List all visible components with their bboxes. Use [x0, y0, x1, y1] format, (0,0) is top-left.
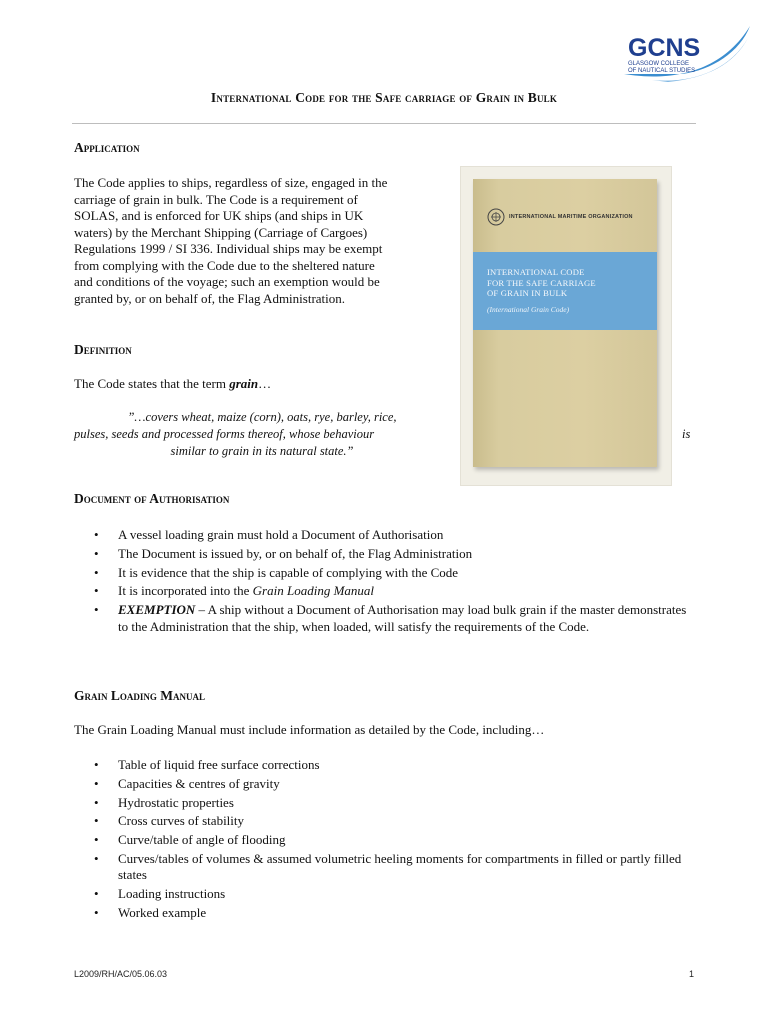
list-item: [92, 813, 692, 830]
list-item-text: Capacities & centres of gravity: [118, 775, 280, 791]
list-item: [92, 795, 692, 812]
application-line: granted by, or on behalf of, the Flag Administration.: [74, 290, 346, 306]
list-item: [92, 776, 692, 793]
definition-quote-line1: ”…covers wheat, maize (corn), oats, rye, barley, rice,: [127, 410, 397, 424]
list-item-text: Worked example: [118, 905, 207, 921]
list-item: [92, 583, 692, 600]
book-title-line: INTERNATIONAL CODE: [487, 267, 585, 277]
logo-wordmark: GCNS: [628, 34, 701, 62]
list-item-text: It is incorporated into the: [118, 583, 253, 599]
list-item: [92, 886, 692, 903]
logo-line2: OF NAUTICAL STUDIES: [628, 68, 696, 74]
definition-quote-line2: pulses, seeds and processed forms thereof, whose behaviour: [74, 427, 375, 441]
bullet-icon: •: [94, 832, 99, 848]
book-title-line: OF GRAIN IN BULK: [487, 288, 568, 298]
list-item: [92, 527, 692, 544]
application-line: Regulations 1999 / SI 336. Individual ships may be exempt: [74, 241, 383, 256]
definition-intro: [74, 376, 271, 393]
exemption-text: – A ship without a Document of Authorisation may load bulk grain if the master demonstrates to the Administration that the ship, when loaded, will satisfy the requirements of the Code.: [118, 602, 687, 634]
heading-definition: Definition: [74, 342, 132, 357]
definition-quote-is: is: [682, 427, 691, 441]
list-item: [92, 905, 692, 922]
grain-code-book-image: [460, 166, 672, 486]
application-line: carriage of grain in bulk. The Code is a requirement of: [74, 191, 358, 207]
authorisation-list: [92, 527, 692, 637]
list-item: [92, 757, 692, 774]
bullet-icon: •: [94, 813, 99, 829]
gcns-logo: [612, 22, 752, 86]
title-divider: [72, 123, 696, 124]
footer-page-number: 1: [689, 969, 695, 979]
book-title-line: FOR THE SAFE CARRIAGE: [487, 277, 596, 288]
bullet-icon: •: [94, 905, 99, 921]
book-cover: [473, 179, 657, 467]
page-title: International Code for the Safe carriage of Grain in Bulk: [210, 90, 558, 105]
bullet-icon: •: [94, 775, 99, 791]
exemption-label: EXEMPTION: [118, 602, 196, 618]
heading-application: Application: [74, 140, 140, 155]
list-item-text: Table of liquid free surface corrections: [118, 757, 320, 772]
application-line: from complying with the Code due to the sheltered nature: [74, 257, 375, 273]
manual-intro: The Grain Loading Manual must include information as detailed by the Code, including…: [74, 722, 545, 737]
logo-line1: GLASGOW COLLEGE: [628, 61, 690, 67]
imo-emblem-icon: [487, 208, 505, 226]
bullet-icon: •: [94, 757, 99, 772]
list-item-text: Hydrostatic properties: [118, 794, 234, 810]
gcns-logo-graphic: [612, 22, 752, 86]
list-item: [92, 832, 692, 849]
list-item: [92, 565, 692, 582]
list-item-text: It is evidence that the ship is capable of complying with the Code: [118, 564, 459, 580]
bullet-icon: •: [94, 794, 99, 810]
application-line: and conditions of the voyage; such an exemption would be: [74, 274, 380, 289]
book-title: [487, 267, 657, 299]
bullet-icon: •: [94, 850, 99, 866]
heading-manual: Grain Loading Manual: [74, 688, 206, 703]
list-item: [92, 602, 692, 635]
list-item-text: A vessel loading grain must hold a Document of Authorisation: [118, 527, 444, 542]
list-item-text: Loading instructions: [118, 886, 226, 902]
application-line: SOLAS, and is enforced for UK ships (and ships in UK: [74, 208, 364, 223]
bullet-icon: •: [94, 886, 99, 902]
bullet-icon: •: [94, 602, 99, 618]
application-line: The Code applies to ships, regardless of size, engaged in the: [74, 175, 388, 190]
grain-loading-manual-ref: Grain Loading Manual: [252, 583, 375, 599]
bullet-icon: •: [94, 545, 99, 561]
application-line: waters) by the Merchant Shipping (Carriage of Cargoes): [74, 224, 368, 240]
list-item: [92, 546, 692, 563]
footer-reference: L2009/RH/AC/05.06.03: [74, 969, 168, 979]
list-item: [92, 851, 692, 884]
bullet-icon: •: [94, 583, 99, 599]
book-subtitle: (International Grain Code): [487, 305, 570, 314]
definition-quote-line3: similar to grain in its natural state.”: [170, 444, 354, 458]
list-item-text: Curve/table of angle of flooding: [118, 832, 286, 848]
application-paragraph: [74, 175, 454, 307]
manual-list: [92, 757, 692, 924]
bullet-icon: •: [94, 564, 99, 580]
bullet-icon: •: [94, 527, 99, 542]
heading-authorisation: Document of Authorisation: [74, 491, 230, 506]
list-item-text: Curves/tables of volumes & assumed volumetric heeling moments for compartments in filled or partly filled states: [118, 850, 682, 883]
list-item-text: Cross curves of stability: [118, 813, 245, 829]
definition-intro-text: The Code states that the term: [74, 376, 230, 391]
list-item-text: The Document is issued by, or on behalf of, the Flag Administration: [118, 545, 473, 561]
definition-intro-suffix: …: [258, 376, 272, 391]
definition-term: grain: [229, 376, 259, 391]
book-org-name: INTERNATIONAL MARITIME ORGANIZATION: [509, 214, 633, 220]
